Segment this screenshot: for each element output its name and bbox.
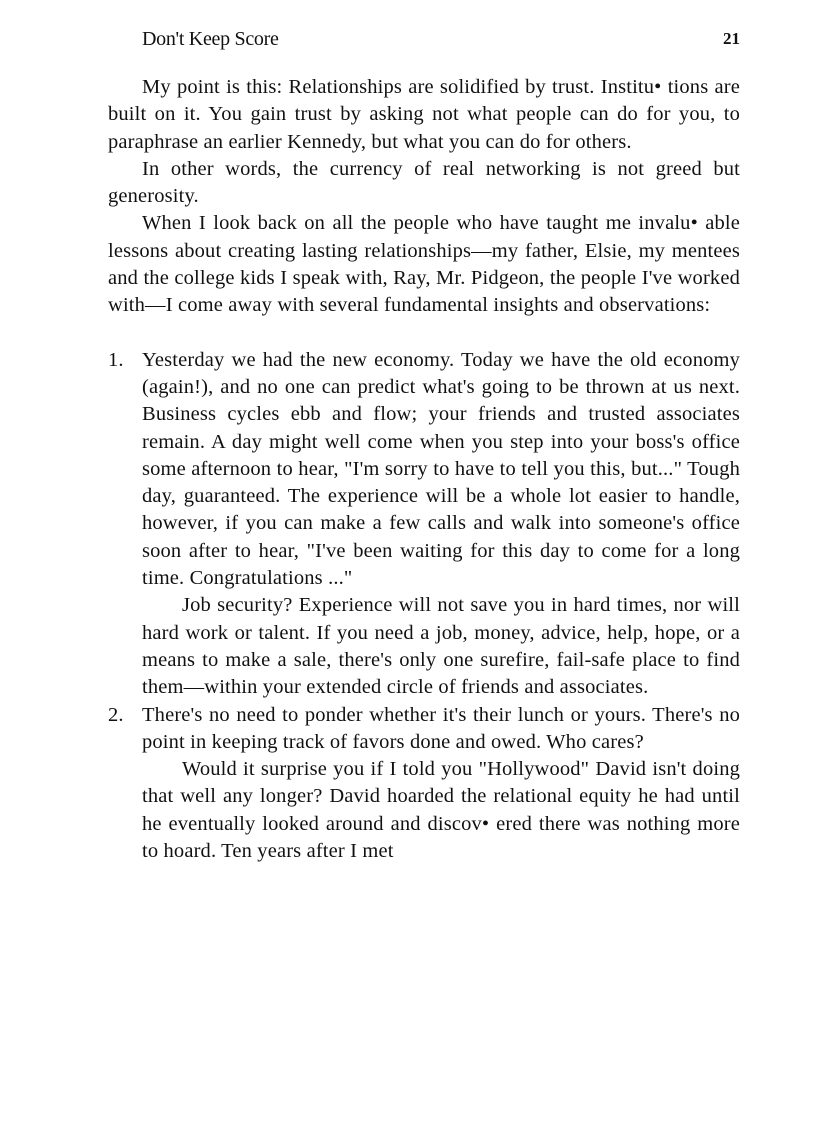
list-item xyxy=(108,347,740,702)
list-item-text: There's no need to ponder whether it's their lunch or yours. There's no point in keeping track of favors done and owed. Who cares? xyxy=(142,703,740,753)
list-item-text: Yesterday we had the new economy. Today we have the old economy (again!), and no one can predict what's going to be thrown at us next. Business cycles ebb and flow; your friends and trusted associates remain. A day might well come when you step into your boss's office some afternoon to hear, "I'm sorry to have to tell you this, but..." Tough day, guaranteed. The experience will be a whole lot easier to handle, however, if you can make a few calls and walk into someone's office soon after to hear, "I've been waiting for this day to come for a long time. Congratulations ..." xyxy=(142,348,740,590)
list-item-continuation: Would it surprise you if I told you "Hollywood" David isn't doing that well any longer? David hoarded the relational equity he had until he eventually looked around and discov• ered there was nothing more to hoard. Ten years after I met xyxy=(142,758,740,863)
page-number: 21 xyxy=(723,29,740,48)
list-item-number: 1. xyxy=(108,348,124,371)
running-header xyxy=(142,26,740,52)
paragraph-trust: My point is this: Relationships are solidified by trust. Institu• tions are built on it. You gain trust by asking not what people can do for you, to paraphrase an earlier Kennedy, but what you can do for others. xyxy=(108,76,740,153)
paragraph-generosity: In other words, the currency of real networking is not greed but generosity. xyxy=(108,157,740,208)
running-title: Don't Keep Score xyxy=(142,28,279,50)
body-text xyxy=(108,74,740,865)
list-item xyxy=(108,702,740,866)
paragraph-lessons: When I look back on all the people who have taught me invalu• able lessons about creating lasting relationships—my father, Elsie, my mentees and the college kids I speak with, Ray, Mr. Pidgeon, the people I've worked with—I come away with several fundamental insights and observations: xyxy=(108,212,740,317)
list-item-number: 2. xyxy=(108,703,124,726)
list-item-continuation: Job security? Experience will not save you in hard times, nor will hard work or talent. If you need a job, money, advice, help, hope, or a means to make a sale, there's only one surefire, fail-safe place to find them—within your extended circle of friends and associates. xyxy=(142,594,740,699)
insights-list xyxy=(108,347,740,866)
